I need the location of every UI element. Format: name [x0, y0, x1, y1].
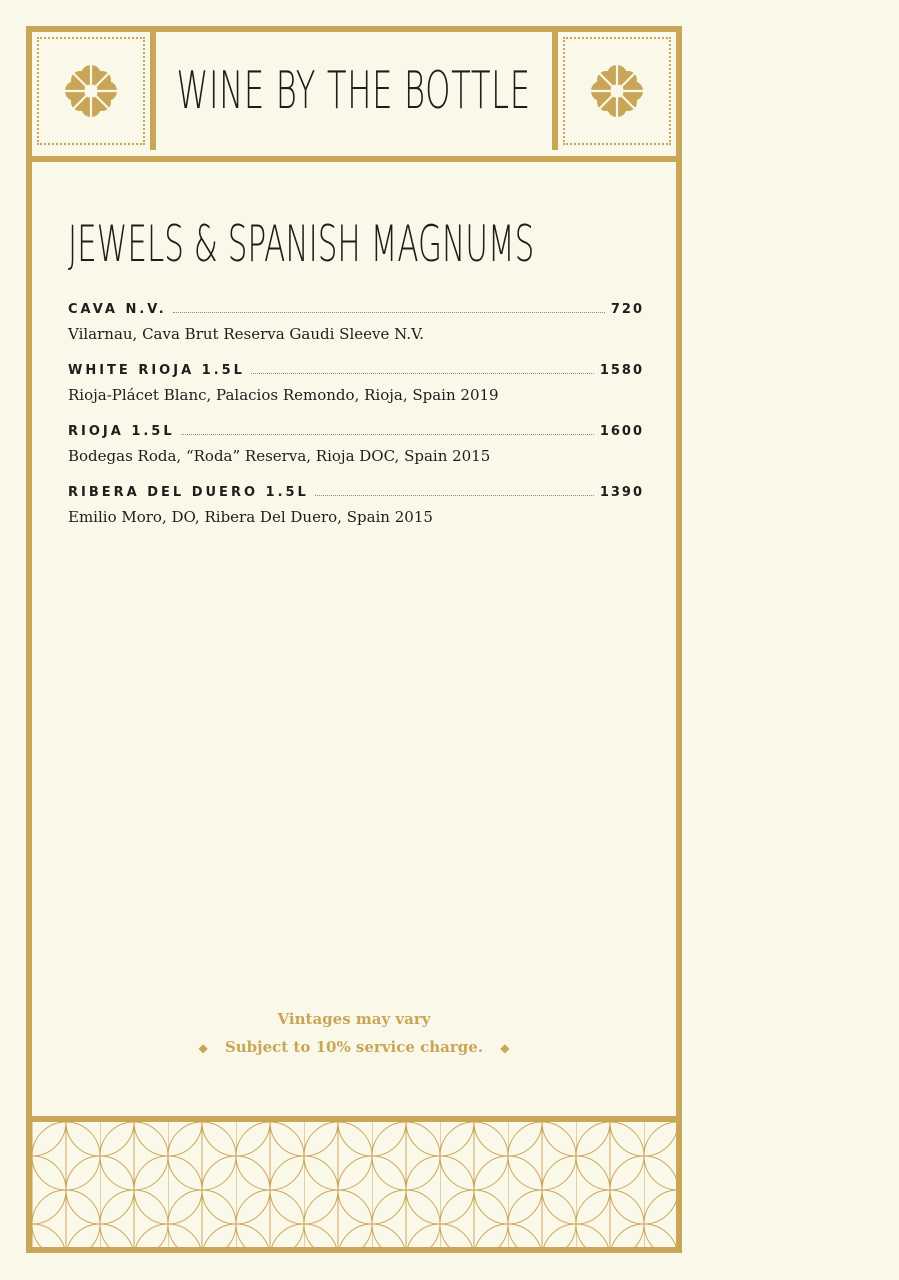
- list-item: [68, 424, 644, 465]
- footer-notes: [32, 1010, 676, 1056]
- item-row: [68, 485, 644, 505]
- dotted-leader: [173, 312, 605, 313]
- wine-list: [68, 302, 644, 546]
- art-deco-arc-pattern: [32, 1122, 676, 1253]
- dotted-leader: [315, 495, 594, 496]
- section-title: JEWELS & SPANISH MAGNUMS: [68, 215, 535, 273]
- item-description: Bodegas Roda, “Roda” Reserva, Rioja DOC, Spain 2015: [68, 447, 491, 465]
- item-description: Rioja-Plácet Blanc, Palacios Remondo, Rioja, Spain 2019: [68, 386, 499, 404]
- decorative-pattern: [32, 1116, 676, 1253]
- diamond-icon: ◆: [500, 1041, 510, 1055]
- title-box: [156, 32, 552, 150]
- item-name: CAVA N.V.: [68, 302, 167, 317]
- item-row: [68, 302, 644, 322]
- item-row: [68, 363, 644, 383]
- corner-ornament-right: [552, 32, 676, 150]
- item-name: RIOJA 1.5L: [68, 424, 175, 439]
- quatrefoil-flower-icon: [584, 58, 650, 124]
- item-description: Vilarnau, Cava Brut Reserva Gaudi Sleeve N.V.: [68, 325, 425, 343]
- item-name: WHITE RIOJA 1.5L: [68, 363, 245, 378]
- corner-ornament-left: [32, 32, 156, 150]
- header: [32, 32, 676, 162]
- item-description: Emilio Moro, DO, Ribera Del Duero, Spain 2015: [68, 508, 433, 526]
- item-price: 1600: [599, 424, 644, 439]
- item-price: 720: [610, 302, 644, 317]
- item-row: [68, 424, 644, 444]
- list-item: [68, 302, 644, 343]
- item-name: RIBERA DEL DUERO 1.5L: [68, 485, 309, 500]
- service-charge-note: Subject to 10% service charge.: [224, 1038, 484, 1056]
- dotted-leader: [181, 434, 594, 435]
- dotted-leader: [251, 373, 594, 374]
- menu-frame: [26, 26, 682, 1253]
- list-item: [68, 485, 644, 526]
- service-charge-row: [32, 1038, 676, 1056]
- vintage-note: Vintages may vary: [277, 1010, 431, 1028]
- list-item: [68, 363, 644, 404]
- diamond-icon: ◆: [198, 1041, 208, 1055]
- quatrefoil-flower-icon: [58, 58, 124, 124]
- item-price: 1390: [599, 485, 644, 500]
- item-price: 1580: [599, 363, 644, 378]
- page-title: WINE BY THE BOTTLE: [176, 61, 532, 121]
